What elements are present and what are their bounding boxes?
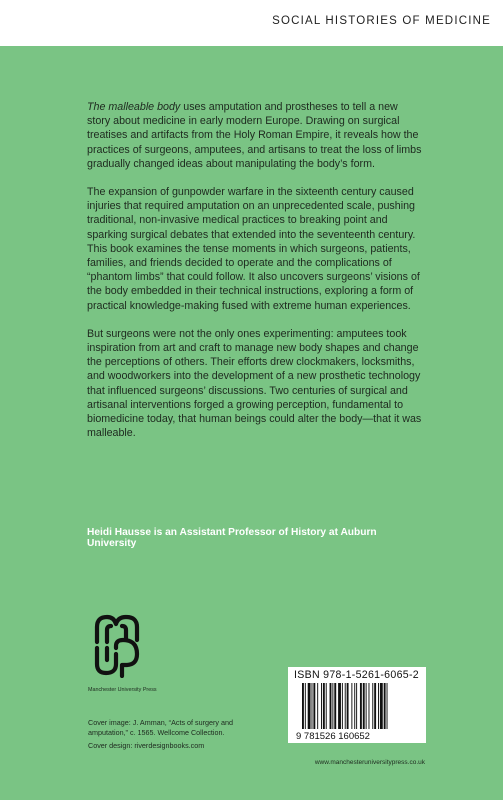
blurb-paragraph-1	[87, 100, 422, 171]
barcode-bar	[308, 683, 311, 729]
barcode-bar	[366, 683, 367, 729]
barcode-bar	[354, 683, 355, 729]
author-bio: Heidi Hausse is an Assistant Professor of History at Auburn University	[87, 527, 377, 549]
book-title: The malleable body	[87, 101, 181, 113]
barcode-bar	[345, 683, 346, 729]
blurb-paragraph-3: But surgeons were not the only ones experimenting: amputees took inspiration from art and craft to manage new body shapes and change the perceptions of others. Their efforts drew clockmakers, locksmiths, and woodworkers into the development of a new prosthetic technology that influenced surgeons’ discussions. Two centuries of surgical and artisanal interventions forged a growing perception, fundamental to biomedicine today, that human beings could alter the body—that it was malleable.	[87, 327, 422, 440]
barcode-bar	[305, 683, 306, 729]
barcode-bar	[369, 683, 370, 729]
barcode-bar	[323, 683, 325, 729]
cover-image-credit: Cover image: J. Amman, “Acts of surgery and amputation,” c. 1565. Wellcome Collection.	[88, 718, 234, 737]
barcode-bar	[351, 683, 352, 729]
barcode-bar	[330, 683, 332, 729]
barcode-bar	[334, 683, 336, 729]
barcode-number: 9 781526 160652	[296, 731, 370, 741]
barcode-bar	[338, 683, 341, 729]
credits	[88, 718, 268, 755]
website: www.manchesteruniversitypress.co.uk	[314, 759, 425, 766]
barcode-bar	[387, 683, 388, 729]
barcode-bar	[356, 683, 357, 729]
barcode-bar	[380, 683, 383, 729]
barcode-bar	[372, 683, 373, 729]
barcode-bar	[374, 683, 376, 729]
barcode-bar	[384, 683, 386, 729]
barcode-bar	[360, 683, 362, 729]
barcode	[294, 683, 420, 741]
barcode-bar	[312, 683, 313, 729]
cover-design-credit: Cover design: riverdesignbooks.com	[88, 741, 205, 751]
isbn: ISBN 978-1-5261-6065-2	[294, 669, 419, 681]
barcode-bar	[326, 683, 327, 729]
mup-logo-icon	[92, 612, 144, 678]
barcode-bar	[302, 683, 304, 729]
series-band	[0, 0, 503, 46]
barcode-box	[288, 667, 426, 743]
barcode-bar	[347, 683, 349, 729]
barcode-bar	[321, 683, 322, 729]
barcode-bar	[317, 683, 318, 729]
barcode-bar	[378, 683, 379, 729]
blurb-paragraph-1-text: uses amputation and prostheses to tell a new story about medicine in early modern Europe. Drawing on surgical treatises and artifacts from the Holy Roman Empire, it reveals how the practices of surgeons, amputees, and artisans to treat the loss of limbs gradually changed ideas about manipulating the body’s form.	[87, 101, 422, 170]
barcode-bar	[313, 683, 315, 729]
barcode-bar	[342, 683, 343, 729]
blurb-paragraph-2: The expansion of gunpowder warfare in the sixteenth century caused injuries that required amputation on an unprecedented scale, pushing traditional, non-invasive medical practices to breaking point and sparking surgical debates that extended into the seventeenth century. This book examines the tense moments in which surgeons, patients, families, and friends decided to operate and the complications of “phantom limbs” that could follow. It also uncovers surgeons’ visions of the body embedded in their technical instructions, exploring a form of practical knowledge-making fused with extreme human experiences.	[87, 186, 420, 312]
publisher-name: Manchester University Press	[88, 687, 157, 693]
blurb	[87, 100, 422, 454]
series-title: SOCIAL HISTORIES OF MEDICINE	[272, 15, 491, 27]
barcode-bar	[332, 683, 333, 729]
barcode-bar	[363, 683, 365, 729]
